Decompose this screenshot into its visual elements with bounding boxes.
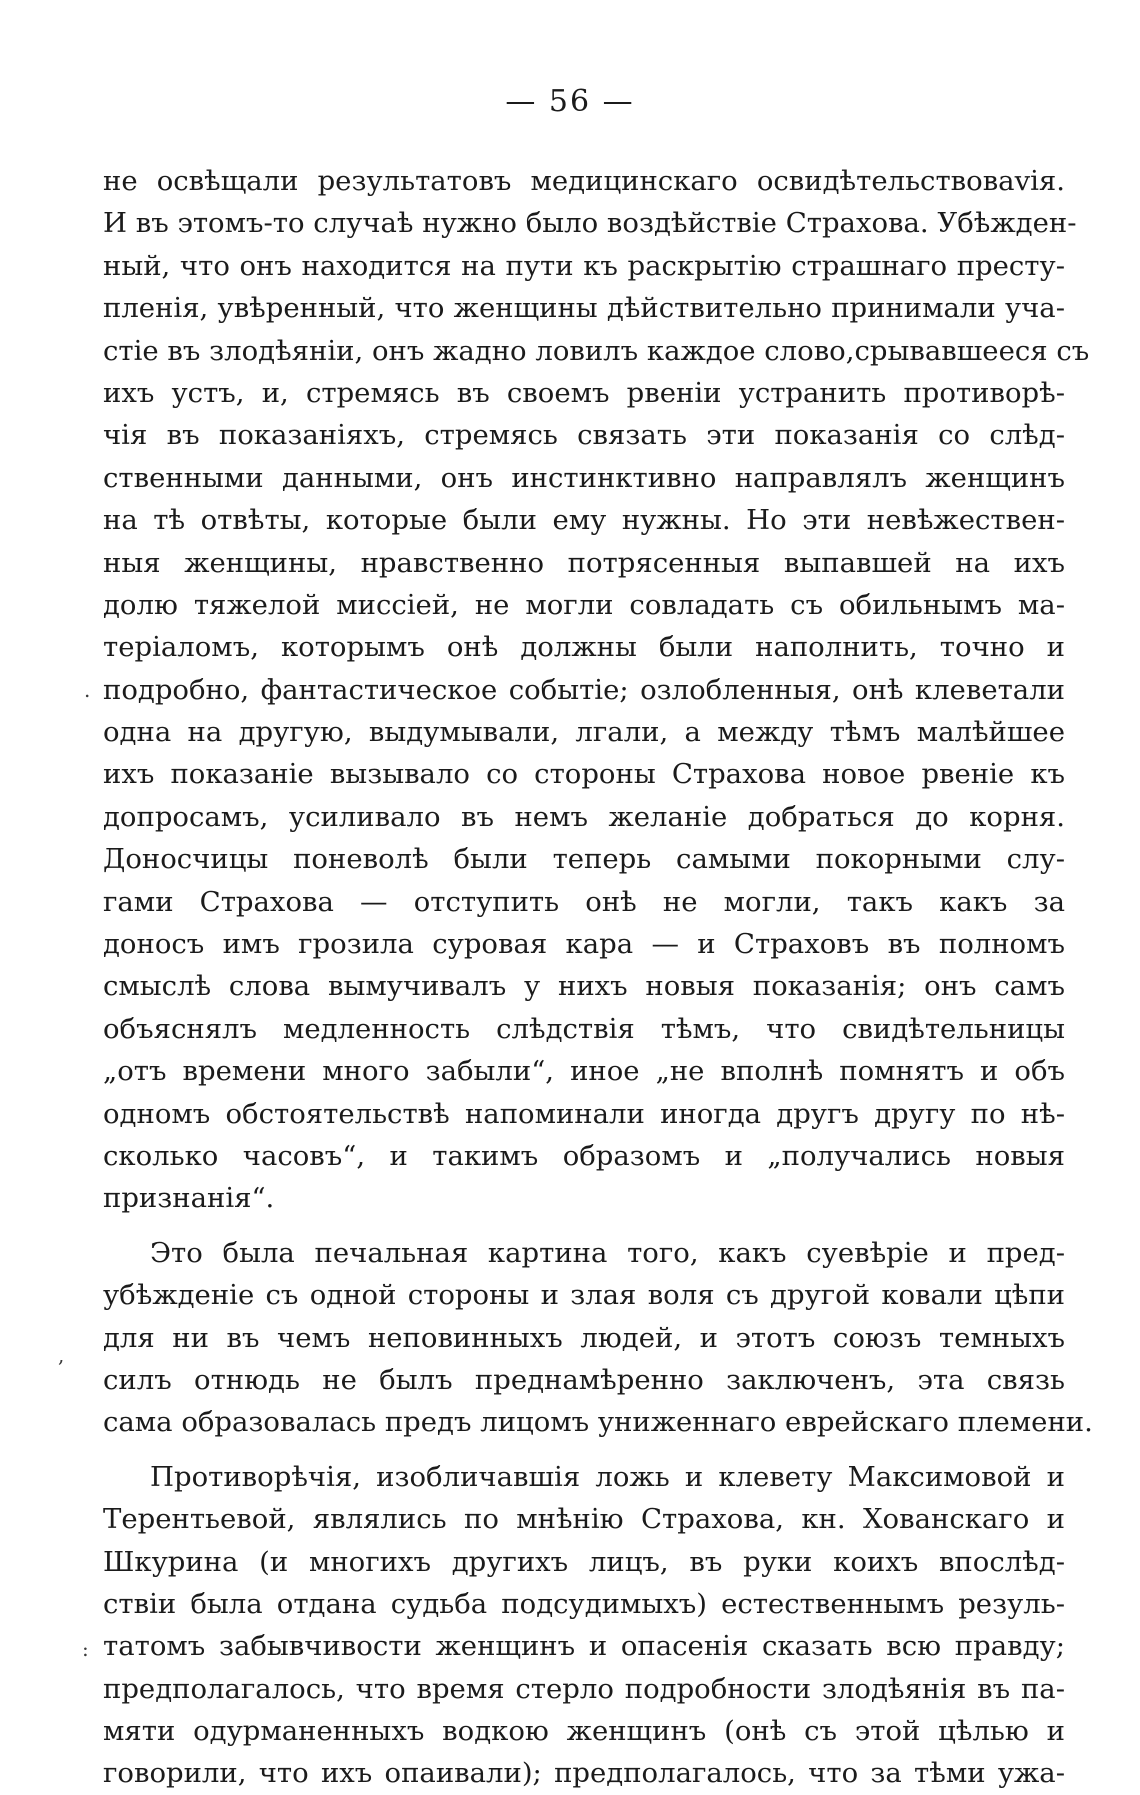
text-line: говорили, что ихъ опаивали); предполагалось, что за тѣми ужа- bbox=[103, 1757, 1065, 1790]
text-line: пленія, увѣренный, что женщины дѣйствительно принимали уча- bbox=[103, 292, 1065, 325]
page-number: — 56 — bbox=[505, 84, 635, 119]
text-line: ныя женщины, нравственно потрясенныя выпавшей на ихъ bbox=[103, 546, 1065, 579]
text-line: подробно, фантастическое событіе; озлобленныя, онѣ клеветали bbox=[103, 673, 1065, 706]
text-line: силъ отнюдь не былъ преднамѣренно заключенъ, эта связь bbox=[103, 1363, 1065, 1396]
paragraph-2 bbox=[103, 1232, 1093, 1444]
text-line: ихъ устъ, и, стремясь въ своемъ рвеніи устранить противорѣ- bbox=[103, 376, 1065, 409]
text-line: гами Страхова — отступить онѣ не могли, такъ какъ за bbox=[103, 885, 1065, 918]
body-text bbox=[103, 160, 1093, 1795]
text-line: смыслѣ слова вымучивалъ у нихъ новыя показанія; онъ самъ bbox=[103, 970, 1065, 1003]
text-line: ствіи была отдана судьба подсудимыхъ) естественнымъ резуль- bbox=[103, 1587, 1065, 1620]
margin-mark: , bbox=[58, 1343, 65, 1367]
paragraph-1 bbox=[103, 160, 1090, 1220]
text-line: Доносчицы поневолѣ были теперь самыми покорными слу- bbox=[103, 843, 1065, 876]
text-line: объяснялъ медленность слѣдствія тѣмъ, что свидѣтельницы bbox=[103, 1012, 1065, 1045]
margin-mark: : bbox=[82, 1637, 89, 1661]
text-line: одна на другую, выдумывали, лгали, а между тѣмъ малѣйшее bbox=[103, 716, 1065, 749]
text-line: на тѣ отвѣты, которые были ему нужны. Но эти невѣжествен- bbox=[103, 504, 1065, 537]
paragraph-3 bbox=[103, 1456, 1065, 1795]
text-line: одномъ обстоятельствѣ напоминали иногда другъ другу по нѣ- bbox=[103, 1097, 1065, 1130]
margin-mark: . bbox=[84, 678, 91, 702]
text-line: сколько часовъ“, и такимъ образомъ и „получались новыя bbox=[103, 1139, 1065, 1172]
text-line: ный, что онъ находится на пути къ раскрытію страшнаго престу- bbox=[103, 249, 1065, 282]
text-line: мяти одурманенныхъ водкою женщинъ (онѣ съ этой цѣлью и bbox=[103, 1715, 1065, 1748]
text-line: долю тяжелой миссіей, не могли совладать съ обильнымъ ма- bbox=[103, 588, 1065, 621]
text-line: Шкурина (и многихъ другихъ лицъ, въ руки коихъ впослѣд- bbox=[103, 1545, 1065, 1578]
text-line: И въ этомъ-то случаѣ нужно было воздѣйствіе Страхова. Убѣжден- bbox=[103, 207, 1077, 240]
text-line: признанія“. bbox=[103, 1182, 275, 1215]
text-line: татомъ забывчивости женщинъ и опасенія сказать всю правду; bbox=[103, 1630, 1065, 1663]
text-line: Противорѣчія, изобличавшія ложь и клевету Максимовой и bbox=[150, 1460, 1065, 1493]
text-line: стіе въ злодѣяніи, онъ жадно ловилъ каждое слово,срывавшееся съ bbox=[103, 334, 1090, 367]
text-line: не освѣщали результатовъ медицинскаго освидѣтельствоваvія. bbox=[103, 165, 1065, 197]
text-line: допросамъ, усиливало въ немъ желаніе добраться до корня. bbox=[103, 800, 1065, 833]
text-line: сама образовалась предъ лицомъ униженнаго еврейскаго племени. bbox=[103, 1406, 1093, 1439]
text-line: для ни въ чемъ неповинныхъ людей, и этотъ союзъ темныхъ bbox=[103, 1321, 1065, 1354]
text-line: доносъ имъ грозила суровая кара — и Страховъ въ полномъ bbox=[103, 928, 1065, 961]
text-line: „отъ времени много забыли“, иное „не вполнѣ помнятъ и объ bbox=[103, 1055, 1065, 1088]
text-line: убѣжденіе съ одной стороны и злая воля съ другой ковали цѣпи bbox=[103, 1279, 1065, 1312]
text-line: ихъ показаніе вызывало со стороны Страхова новое рвеніе къ bbox=[103, 758, 1065, 791]
text-line: теріаломъ, которымъ онѣ должны были наполнить, точно и bbox=[103, 631, 1065, 664]
text-line: Терентьевой, являлись по мнѣнію Страхова, кн. Хованскаго и bbox=[103, 1503, 1065, 1536]
text-line: ственными данными, онъ инстинктивно направлялъ женщинъ bbox=[103, 461, 1065, 494]
text-line: предполагалось, что время стерло подробности злодѣянія въ па- bbox=[103, 1672, 1065, 1705]
text-line: Это была печальная картина того, какъ суевѣріе и пред- bbox=[150, 1236, 1065, 1269]
text-line: чія въ показаніяхъ, стремясь связать эти показанія со слѣд- bbox=[103, 419, 1065, 452]
